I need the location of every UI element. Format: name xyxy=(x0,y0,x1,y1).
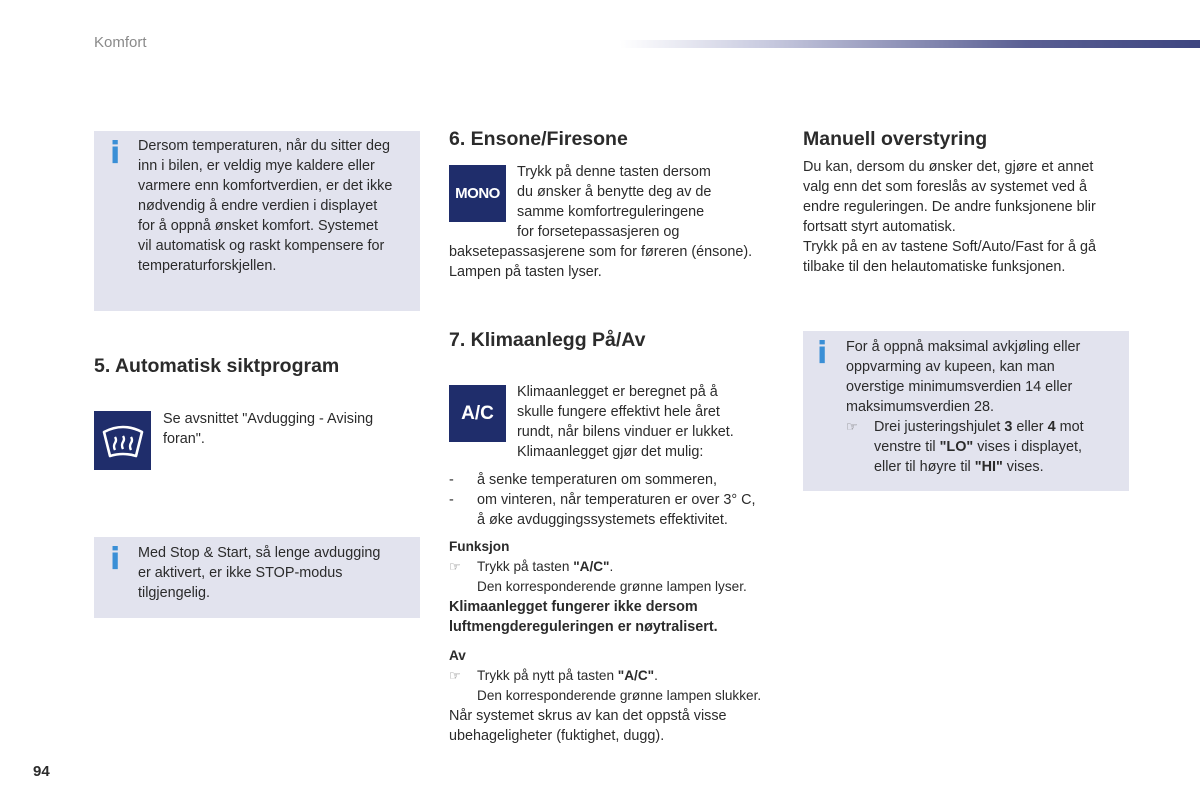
text-line: overstige minimumsverdien 14 eller xyxy=(846,379,1073,395)
step-text: Drei justeringshjulet xyxy=(874,419,1005,435)
section-label: Komfort xyxy=(94,34,147,51)
text-line: Klimaanlegget fungerer ikke dersom xyxy=(449,599,698,615)
step-text: venstre til xyxy=(874,439,940,455)
list-item-continuation xyxy=(449,510,784,530)
text-line: ubehageligheter (fuktighet, dugg). xyxy=(449,728,665,744)
info-icon: i xyxy=(817,336,828,371)
mono-button xyxy=(449,165,506,222)
text-line: Klimaanlegget gjør det mulig: xyxy=(517,444,704,460)
funksjon-result: Den korresponderende grønne lampen lyser. xyxy=(477,579,747,594)
section-6-text-below xyxy=(449,242,784,282)
funksjon-block xyxy=(449,537,789,637)
info-box-temperature xyxy=(94,131,420,311)
text-line: endre reguleringen. De andre funksjonene blir xyxy=(803,199,1096,215)
text-line: temperaturforskjellen. xyxy=(138,258,277,274)
funksjon-heading: Funksjon xyxy=(449,539,510,554)
info-step xyxy=(846,417,1126,437)
text-line: Lampen på tasten lyser. xyxy=(449,264,602,280)
step-key: 4 xyxy=(1047,419,1056,435)
text-line: Se avsnittet "Avdugging - Avising xyxy=(163,411,374,427)
list-item-text: om vinteren, når temperaturen er over 3° C, xyxy=(477,492,756,508)
av-step xyxy=(449,666,789,686)
info-icon: i xyxy=(110,542,121,577)
text-line: rundt, når bilens vinduer er lukket. xyxy=(517,424,734,440)
text-line: skulle fungere effektivt hele året xyxy=(517,404,720,420)
info-step-cont xyxy=(846,437,1126,457)
section-6-text-beside xyxy=(517,162,777,242)
bullet-dash: - xyxy=(449,492,454,508)
text-line: foran". xyxy=(163,431,205,447)
step-text: eller til høyre til xyxy=(874,459,975,475)
text-line: maksimumsverdien 28. xyxy=(846,399,994,415)
windshield-defrost-button xyxy=(94,411,151,470)
text-line: du ønsker å benytte deg av de xyxy=(517,184,712,200)
info-box-text xyxy=(846,337,1126,477)
step-key: 3 xyxy=(1004,419,1013,435)
manual-override-text xyxy=(803,157,1143,277)
text-line: fortsatt styrt automatisk. xyxy=(803,219,956,235)
info-box-extreme-temp xyxy=(803,331,1129,491)
list-item-text: å senke temperaturen om sommeren, xyxy=(477,472,717,488)
step-text: mot xyxy=(1055,419,1084,435)
text-line: For å oppnå maksimal avkjøling eller xyxy=(846,339,1081,355)
text-line: for forsetepassasjeren og xyxy=(517,224,680,240)
pointing-hand-icon: ☞ xyxy=(449,668,461,683)
bullet-dash: - xyxy=(449,472,454,488)
text-line: samme komfortreguleringene xyxy=(517,204,705,220)
mono-button-label: MONO xyxy=(455,185,500,202)
text-line: Trykk på en av tastene Soft/Auto/Fast for å gå xyxy=(803,239,1097,255)
step-key: "LO" xyxy=(939,439,974,455)
av-heading: Av xyxy=(449,648,466,663)
step-text: vises. xyxy=(1002,459,1044,475)
pointing-hand-icon: ☞ xyxy=(449,559,461,574)
text-line: tilgjengelig. xyxy=(138,585,211,601)
bullet-indent xyxy=(449,510,477,530)
text-line: luftmengdereguleringen er nøytralisert. xyxy=(449,619,718,635)
text-line: baksetepassasjerene som for føreren (énsone). xyxy=(449,244,753,260)
step-text: vises i displayet, xyxy=(973,439,1083,455)
text-line: Når systemet skrus av kan det oppstå visse xyxy=(449,708,727,724)
section-7-bullets xyxy=(449,470,784,530)
step-key: "HI" xyxy=(974,459,1003,475)
step-key: "A/C" xyxy=(573,559,610,574)
step-text: Trykk på tasten xyxy=(477,559,574,574)
av-result: Den korresponderende grønne lampen slukker. xyxy=(477,688,762,703)
list-item xyxy=(449,490,784,510)
info-icon: i xyxy=(110,136,121,171)
step-suffix: . xyxy=(609,559,614,574)
ac-button xyxy=(449,385,506,442)
text-line: Du kan, dersom du ønsker det, gjøre et annet xyxy=(803,159,1094,175)
list-item-text: å øke avduggingssystemets effektivitet. xyxy=(477,512,728,528)
text-line: Med Stop & Start, så lenge avdugging xyxy=(138,545,381,561)
text-line: for å oppnå ønsket komfort. Systemet xyxy=(138,218,378,234)
section-5-title: 5. Automatisk siktprogram xyxy=(94,355,340,377)
text-line: varmere enn komfortverdien, er det ikke xyxy=(138,178,393,194)
funksjon-warning xyxy=(449,597,789,637)
list-item xyxy=(449,470,784,490)
av-note xyxy=(449,706,789,746)
step-text: Trykk på nytt på tasten xyxy=(477,668,618,683)
text-line: tilbake til den helautomatiske funksjonen. xyxy=(803,259,1066,275)
section-7-text-beside xyxy=(517,382,782,462)
windshield-defrost-icon xyxy=(100,420,146,462)
av-block xyxy=(449,646,789,746)
info-box-text xyxy=(138,136,418,276)
text-line: Klimaanlegget er beregnet på å xyxy=(517,384,718,400)
text-line: oppvarming av kupeen, kan man xyxy=(846,359,1055,375)
ac-button-label: A/C xyxy=(461,402,494,424)
funksjon-step xyxy=(449,557,789,577)
text-line: nødvendig å endre verdien i displayet xyxy=(138,198,378,214)
section-7-title: 7. Klimaanlegg På/Av xyxy=(449,329,646,351)
step-suffix: . xyxy=(654,668,658,683)
info-box-text xyxy=(138,543,418,603)
info-step-cont xyxy=(846,457,1126,477)
text-line: valg enn det som foreslås av systemet ved å xyxy=(803,179,1087,195)
header-bar xyxy=(620,40,1200,48)
section-5-text xyxy=(163,409,418,449)
text-line: vil automatisk og raskt kompensere for xyxy=(138,238,385,254)
pointing-hand-icon: ☞ xyxy=(846,419,858,434)
step-key: "A/C" xyxy=(617,668,655,683)
text-line: Dersom temperaturen, når du sitter deg xyxy=(138,138,390,154)
text-line: inn i bilen, er veldig mye kaldere eller xyxy=(138,158,375,174)
page-number: 94 xyxy=(33,763,50,780)
manual-override-title: Manuell overstyring xyxy=(803,128,988,150)
info-box-stop-start xyxy=(94,537,420,618)
section-6-title: 6. Ensone/Firesone xyxy=(449,128,628,150)
text-line: er aktivert, er ikke STOP-modus xyxy=(138,565,343,581)
text-line: Trykk på denne tasten dersom xyxy=(517,164,711,180)
step-text: eller xyxy=(1012,419,1048,435)
